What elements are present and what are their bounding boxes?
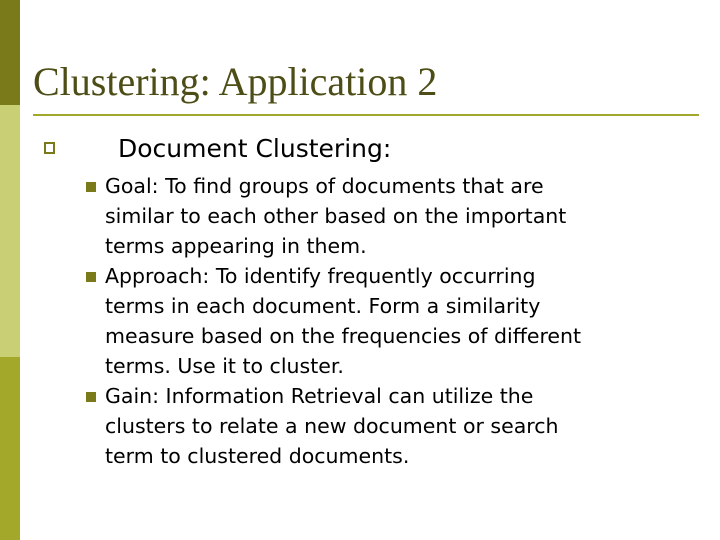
filled-square-bullet-icon (86, 272, 96, 282)
text-line: terms. Use it to cluster. (105, 354, 344, 378)
left-accent-bar-top (0, 0, 20, 105)
title-underline (33, 114, 699, 116)
text-line: Approach: To identify frequently occurring (105, 264, 536, 288)
sub-bullet-text (105, 171, 685, 261)
text-line: measure based on the frequencies of different (105, 324, 582, 348)
text-line: Gain: Information Retrieval can utilize the (105, 384, 534, 408)
text-line: similar to each other based on the important (105, 204, 567, 228)
slide-title: Clustering: Application 2 (33, 59, 438, 104)
main-bullet-text: Document Clustering: (118, 134, 392, 163)
left-accent-bar-bottom (0, 357, 20, 540)
hollow-square-bullet-icon (44, 142, 55, 154)
left-accent-bar-middle (0, 105, 20, 357)
sub-bullet-text (105, 381, 685, 471)
text-line: terms appearing in them. (105, 234, 367, 258)
text-line: terms in each document. Form a similarity (105, 294, 541, 318)
filled-square-bullet-icon (86, 392, 96, 402)
sub-bullet-text (105, 261, 685, 381)
text-line: Goal: To find groups of documents that are (105, 174, 544, 198)
filled-square-bullet-icon (86, 182, 96, 192)
text-line: clusters to relate a new document or search (105, 414, 559, 438)
text-line: term to clustered documents. (105, 444, 410, 468)
